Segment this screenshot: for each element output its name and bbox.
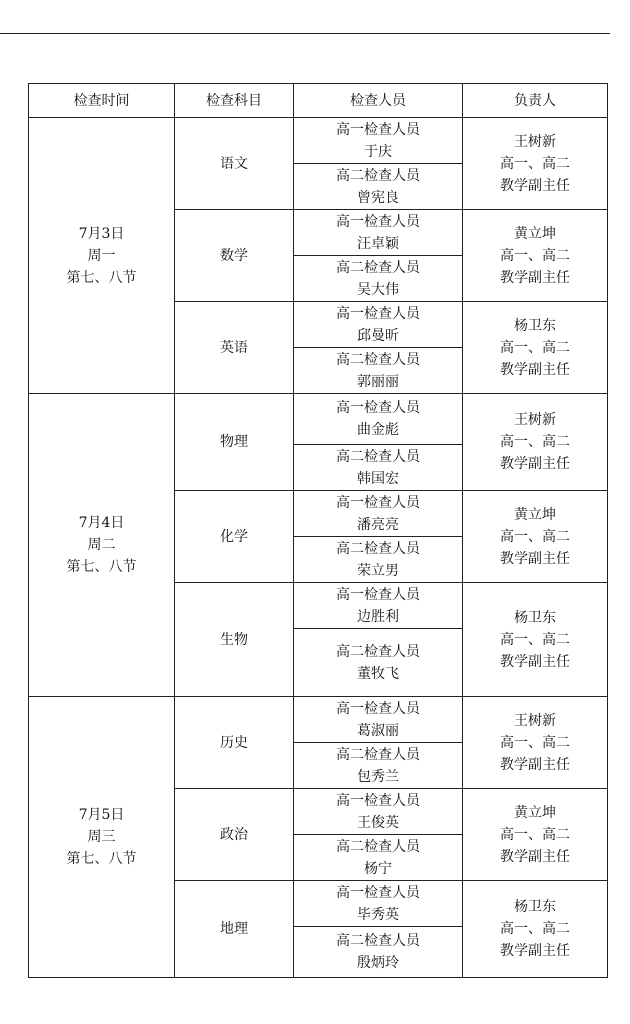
staff-cell [294, 743, 463, 789]
leader-grades: 高一、高二 [500, 247, 570, 264]
staff-role: 高二检查人员 [336, 540, 420, 557]
staff-cell [294, 629, 463, 697]
inspection-schedule-table [28, 83, 608, 978]
staff-cell [294, 881, 463, 927]
leader-name: 杨卫东 [514, 609, 556, 626]
leader-cell [463, 210, 608, 302]
subject-cell: 数学 [175, 210, 294, 302]
staff-role: 高二检查人员 [336, 933, 420, 949]
staff-cell [294, 256, 463, 302]
leader-title: 教学副主任 [500, 269, 570, 286]
staff-role: 高二检查人员 [336, 746, 420, 763]
leader-cell [463, 394, 608, 491]
day-weekday: 周二 [87, 537, 116, 553]
leader-cell [463, 491, 608, 583]
staff-cell [294, 348, 463, 394]
table-row [29, 394, 608, 445]
day-date: 7月4日 [78, 515, 125, 531]
leader-title: 教学副主任 [500, 848, 570, 865]
leader-name: 黄立坤 [514, 225, 556, 242]
leader-grades: 高一、高二 [500, 734, 570, 751]
leader-title: 教学副主任 [500, 943, 570, 959]
staff-name: 殷炳玲 [357, 955, 399, 971]
staff-role: 高一检查人员 [336, 400, 420, 416]
day-period: 第七、八节 [66, 559, 137, 575]
staff-cell [294, 445, 463, 491]
staff-cell [294, 697, 463, 743]
leader-grades: 高一、高二 [500, 631, 570, 648]
staff-cell [294, 835, 463, 881]
staff-cell [294, 302, 463, 348]
leader-cell [463, 302, 608, 394]
day-cell [29, 394, 175, 697]
header-subject: 检查科目 [175, 84, 294, 118]
leader-name: 王树新 [514, 412, 556, 428]
staff-role: 高一检查人员 [336, 121, 420, 138]
day-weekday: 周一 [87, 247, 116, 264]
leader-grades: 高一、高二 [500, 528, 570, 545]
staff-cell [294, 394, 463, 445]
staff-cell [294, 118, 463, 164]
staff-name: 汪卓颖 [357, 235, 399, 252]
staff-cell [294, 789, 463, 835]
staff-name: 于庆 [364, 143, 392, 160]
leader-grades: 高一、高二 [500, 921, 570, 937]
day-period: 第七、八节 [66, 851, 137, 867]
staff-name: 董牧飞 [357, 665, 399, 682]
staff-name: 葛淑丽 [357, 722, 399, 739]
staff-name: 曲金彪 [357, 422, 399, 438]
day-cell [29, 697, 175, 978]
day-weekday: 周三 [87, 829, 116, 845]
leader-title: 教学副主任 [500, 361, 570, 378]
staff-cell [294, 537, 463, 583]
leader-cell [463, 697, 608, 789]
day-period: 第七、八节 [66, 269, 137, 286]
subject-cell: 生物 [175, 583, 294, 697]
staff-role: 高二检查人员 [336, 351, 420, 368]
staff-role: 高二检查人员 [336, 643, 420, 660]
staff-cell [294, 210, 463, 256]
staff-cell [294, 583, 463, 629]
staff-name: 包秀兰 [357, 768, 399, 785]
leader-grades: 高一、高二 [500, 826, 570, 843]
leader-grades: 高一、高二 [500, 155, 570, 172]
staff-name: 郭丽丽 [357, 373, 399, 390]
staff-role: 高一检查人员 [336, 305, 420, 322]
leader-title: 教学副主任 [500, 550, 570, 567]
staff-role: 高二检查人员 [336, 838, 420, 855]
staff-role: 高二检查人员 [336, 259, 420, 276]
leader-name: 黄立坤 [514, 506, 556, 523]
leader-title: 教学副主任 [500, 177, 570, 194]
leader-title: 教学副主任 [500, 653, 570, 670]
subject-cell: 英语 [175, 302, 294, 394]
staff-name: 邱曼昕 [357, 327, 399, 344]
subject-cell: 语文 [175, 118, 294, 210]
leader-cell [463, 118, 608, 210]
staff-name: 潘亮亮 [357, 516, 399, 533]
table-row [29, 697, 608, 743]
staff-name: 杨宁 [364, 860, 392, 877]
staff-cell [294, 927, 463, 978]
staff-cell [294, 164, 463, 210]
leader-title: 教学副主任 [500, 456, 570, 472]
staff-name: 毕秀英 [357, 906, 399, 923]
staff-name: 王俊英 [357, 814, 399, 831]
staff-name: 韩国宏 [357, 470, 399, 487]
header-row [29, 84, 608, 118]
staff-name: 吴大伟 [357, 281, 399, 298]
header-leader: 负责人 [463, 84, 608, 118]
staff-role: 高一检查人员 [336, 586, 420, 603]
day-date: 7月3日 [78, 225, 125, 242]
staff-role: 高二检查人员 [336, 167, 420, 184]
leader-cell [463, 789, 608, 881]
subject-cell: 化学 [175, 491, 294, 583]
staff-role: 高一检查人员 [336, 494, 420, 511]
day-date: 7月5日 [78, 807, 125, 823]
staff-name: 荣立男 [357, 562, 399, 579]
leader-grades: 高一、高二 [500, 434, 570, 450]
staff-name: 边胜利 [357, 608, 399, 625]
staff-role: 高一检查人员 [336, 213, 420, 230]
header-time: 检查时间 [29, 84, 175, 118]
leader-name: 杨卫东 [514, 899, 556, 915]
subject-cell: 政治 [175, 789, 294, 881]
header-staff: 检查人员 [294, 84, 463, 118]
subject-cell: 地理 [175, 881, 294, 978]
staff-role: 高一检查人员 [336, 700, 420, 717]
leader-grades: 高一、高二 [500, 339, 570, 356]
staff-role: 高二检查人员 [336, 448, 420, 465]
leader-title: 教学副主任 [500, 756, 570, 773]
leader-name: 黄立坤 [514, 804, 556, 821]
staff-name: 曾宪良 [357, 189, 399, 206]
staff-cell [294, 491, 463, 537]
subject-cell: 物理 [175, 394, 294, 491]
leader-name: 王树新 [514, 712, 556, 729]
subject-cell: 历史 [175, 697, 294, 789]
table-row [29, 118, 608, 164]
leader-cell [463, 881, 608, 978]
day-cell [29, 118, 175, 394]
leader-cell [463, 583, 608, 697]
staff-role: 高一检查人员 [336, 884, 420, 901]
leader-name: 杨卫东 [514, 317, 556, 334]
leader-name: 王树新 [514, 133, 556, 150]
staff-role: 高一检查人员 [336, 792, 420, 809]
top-rule [0, 33, 610, 34]
